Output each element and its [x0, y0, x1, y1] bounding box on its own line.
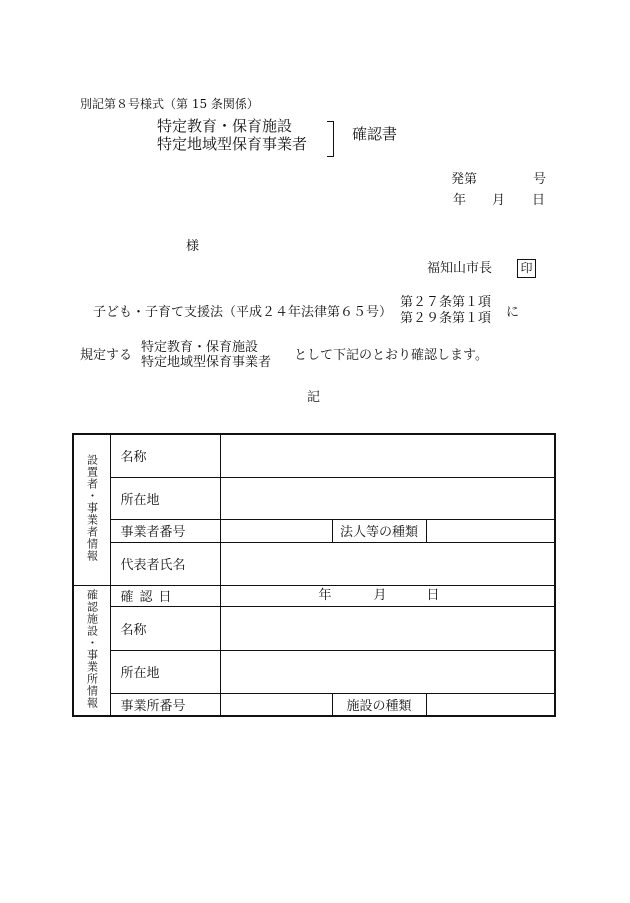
value-facility-name[interactable] — [220, 606, 555, 650]
issue-year: 年 — [453, 193, 467, 208]
value-facility-type[interactable] — [426, 693, 555, 716]
label-facility-name: 名称 — [110, 606, 220, 650]
group-facility-info: 確認施設・事業所情報 — [73, 585, 110, 716]
table-row — [73, 650, 555, 693]
title-bracket — [327, 121, 334, 157]
table-row — [73, 693, 555, 716]
label-corporation-type: 法人等の種類 — [332, 519, 426, 542]
table-row — [73, 542, 555, 585]
confirm-date-day: 日 — [426, 587, 440, 603]
label-facility-address: 所在地 — [110, 650, 220, 693]
confirm-date-year: 年 — [318, 587, 332, 603]
table-row — [73, 519, 555, 542]
document-title: 確認書 — [352, 125, 398, 143]
table-row — [73, 477, 555, 519]
issue-number-prefix: 発第 — [451, 172, 478, 187]
table-row — [73, 585, 555, 606]
form-number: 別記第８号様式（第 15 条関係） — [80, 97, 259, 111]
label-business-number: 事業者番号 — [110, 519, 220, 542]
value-representative[interactable] — [220, 542, 555, 585]
confirm-date-month: 月 — [373, 587, 387, 603]
type-line-1: 特定教育・保育施設 — [141, 340, 259, 355]
type-line-2: 特定地域型保育事業者 — [141, 355, 272, 370]
title-line-1: 特定教育・保育施設 — [157, 117, 293, 135]
article-line-1: 第２７条第１項 — [400, 295, 492, 310]
label-representative: 代表者氏名 — [110, 542, 220, 585]
seal-mark: 印 — [517, 259, 536, 278]
value-business-number[interactable] — [220, 519, 332, 542]
value-office-number[interactable] — [220, 693, 332, 716]
law-name: 子ども・子育て支援法（平成２４年法律第６５号） — [93, 305, 393, 320]
value-confirm-date[interactable] — [220, 585, 555, 606]
issue-number-suffix: 号 — [533, 172, 547, 187]
label-facility-type: 施設の種類 — [332, 693, 426, 716]
confirmation-table — [72, 433, 556, 717]
addressee-suffix: 様 — [186, 239, 200, 254]
label-name: 名称 — [110, 434, 220, 477]
ki-marker: 記 — [307, 390, 321, 405]
prescribed-text: 規定する — [80, 348, 133, 363]
title-line-2: 特定地域型保育事業者 — [157, 135, 308, 153]
value-facility-address[interactable] — [220, 650, 555, 693]
value-name[interactable] — [220, 434, 555, 477]
table-row — [73, 434, 555, 477]
issue-day: 日 — [532, 193, 546, 208]
label-confirm-date: 確認日 — [110, 585, 220, 606]
value-corporation-type[interactable] — [426, 519, 555, 542]
group-operator-info: 設置者・事業者情報 — [73, 434, 110, 585]
issue-month: 月 — [492, 193, 506, 208]
value-address[interactable] — [220, 477, 555, 519]
article-line-2: 第２９条第１項 — [400, 311, 492, 326]
label-address: 所在地 — [110, 477, 220, 519]
issuer-name: 福知山市長 — [427, 261, 493, 276]
closing-text: として下記のとおり確認します。 — [294, 348, 488, 363]
particle-ni: に — [506, 305, 520, 320]
table-row — [73, 606, 555, 650]
label-office-number: 事業所番号 — [110, 693, 220, 716]
